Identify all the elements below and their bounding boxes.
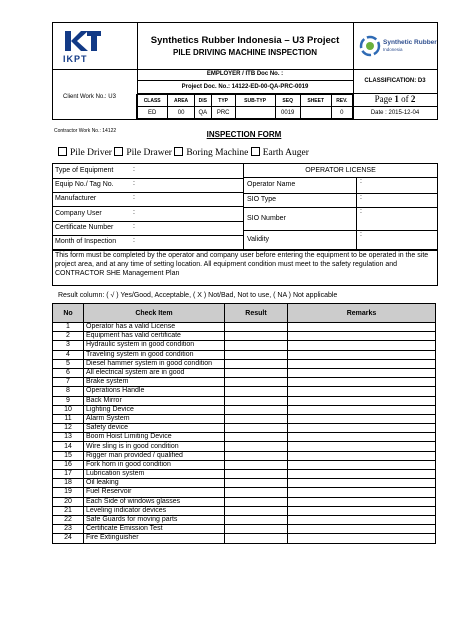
operator-license-field[interactable]: : — [360, 194, 362, 201]
checklist-item: Lighting Device — [84, 405, 225, 414]
ikpt-logo-icon — [63, 29, 103, 53]
operator-license-label: SIO Type — [247, 196, 277, 203]
logo-text: IKPT — [63, 54, 88, 64]
col-remarks-header: Remarks — [288, 304, 436, 323]
operator-license-row — [244, 207, 437, 231]
checklist-remarks-cell[interactable] — [288, 515, 436, 524]
checklist-row — [53, 396, 436, 405]
doc-code-value: 0 — [331, 107, 352, 119]
checklist-remarks-cell[interactable] — [288, 479, 436, 488]
checklist-item: Leveling indicator devices — [84, 506, 225, 515]
checklist-row — [53, 323, 436, 332]
checklist-row-number: 3 — [53, 341, 84, 350]
project-doc-no: Project Doc. No.: 14122-ED-00-QA-PRC-0019 — [137, 81, 353, 94]
document-date: Date : 2015-12-04 — [370, 110, 420, 116]
checklist-remarks-cell[interactable] — [288, 405, 436, 414]
checklist-result-cell[interactable] — [225, 405, 288, 414]
checklist-result-cell[interactable] — [225, 350, 288, 359]
doc-code-value: ED — [137, 107, 168, 119]
checklist-row-number: 17 — [53, 470, 84, 479]
checklist-result-cell[interactable] — [225, 497, 288, 506]
notice-text: This form must be completed by the operator and company user before entering the equipment to be operated in the site project area, and at any time of setting location. All equipment condition must meet to the safety regulation and CONTRACTOR SHE Management Plan — [52, 250, 438, 286]
checklist-row — [53, 332, 436, 341]
synthetic-rubber-logo-icon — [359, 35, 381, 57]
result-legend: Result column: ( √ ) Yes/Good, Acceptable, ( X ) Not/Bad, Not to use, ( NA ) Not applicable — [58, 292, 338, 299]
checklist-remarks-cell[interactable] — [288, 396, 436, 405]
form-title: PILE DRIVING MACHINE INSPECTION — [172, 48, 317, 57]
checklist-item: Fire Extinguisher — [84, 534, 225, 543]
equipment-info-label: Certificate Number — [55, 223, 114, 231]
checklist-remarks-cell[interactable] — [288, 470, 436, 479]
checklist-result-cell[interactable] — [225, 451, 288, 460]
checklist-row — [53, 515, 436, 524]
checklist-row — [53, 387, 436, 396]
equipment-info-row — [53, 221, 243, 236]
operator-license-heading: OPERATOR LICENSE — [244, 164, 437, 178]
checklist-result-cell[interactable] — [225, 332, 288, 341]
checklist-item: Fork horn in good condition — [84, 460, 225, 469]
checklist-remarks-cell[interactable] — [288, 359, 436, 368]
project-title-cell — [137, 23, 354, 70]
checklist-row-number: 11 — [53, 414, 84, 423]
checklist-remarks-cell[interactable] — [288, 350, 436, 359]
checklist-row — [53, 405, 436, 414]
checklist-row — [53, 470, 436, 479]
doc-code-header: REV. — [331, 95, 352, 107]
operator-license-label: Operator Name — [247, 181, 296, 188]
doc-code-value: PRC — [211, 107, 235, 119]
checklist-item: Rigger man provided / qualified — [84, 451, 225, 460]
checklist-result-cell[interactable] — [225, 534, 288, 543]
checklist-remarks-cell[interactable] — [288, 368, 436, 377]
checklist-item: All electrical system are in good — [84, 368, 225, 377]
doc-code-header: TYP — [211, 95, 235, 107]
checklist-result-cell[interactable] — [225, 479, 288, 488]
page-total: 2 — [410, 94, 416, 104]
classification-cell — [353, 69, 437, 119]
checklist-row-number: 23 — [53, 525, 84, 534]
checklist-row-number: 10 — [53, 405, 84, 414]
inspection-form-title: INSPECTION FORM — [206, 130, 282, 139]
checkbox-icon[interactable] — [58, 147, 67, 156]
checklist-item: Back Mirror — [84, 396, 225, 405]
right-logo-sub: Indonesia — [383, 47, 403, 52]
operator-license-field[interactable]: : — [360, 178, 362, 185]
checklist-row-number: 19 — [53, 488, 84, 497]
doc-code-header: SEQ — [275, 95, 300, 107]
equipment-info-row — [53, 164, 243, 179]
checkbox-icon[interactable] — [251, 147, 260, 156]
checklist-item: Oil leaking — [84, 479, 225, 488]
checklist-row — [53, 460, 436, 469]
checklist-item: Fuel Reservoir — [84, 488, 225, 497]
machine-option-earth-auger[interactable]: Earth Auger — [251, 148, 309, 158]
logo-cell — [53, 23, 138, 70]
employer-doc-no: EMPLOYER / ITB Doc No. : — [137, 69, 353, 81]
operator-license-label: SIO Number — [247, 214, 286, 222]
checklist-remarks-cell[interactable] — [288, 424, 436, 433]
doc-code-value: QA — [194, 107, 211, 119]
equipment-info-row — [53, 207, 243, 222]
equipment-info-row — [53, 178, 243, 193]
checklist-remarks-cell[interactable] — [288, 414, 436, 423]
checklist-remarks-cell[interactable] — [288, 378, 436, 387]
checklist-result-cell[interactable] — [225, 488, 288, 497]
equipment-info-label: Type of Equipment — [55, 167, 114, 175]
operator-license-row — [244, 193, 437, 208]
checklist-item: Boom Hoist Limiting Device — [84, 433, 225, 442]
col-no-header: No — [53, 304, 84, 323]
checklist-row — [53, 525, 436, 534]
equipment-info-label: Company User — [55, 209, 102, 217]
equipment-info-row — [53, 235, 243, 249]
checklist-result-cell[interactable] — [225, 525, 288, 534]
checklist-row — [53, 424, 436, 433]
checklist-result-cell[interactable] — [225, 460, 288, 469]
checklist-row-number: 20 — [53, 497, 84, 506]
checklist-result-cell[interactable] — [225, 424, 288, 433]
equipment-info-label: Month of Inspection — [55, 237, 117, 245]
checklist-remarks-cell[interactable] — [288, 525, 436, 534]
machine-type-options — [58, 147, 309, 158]
checklist-remarks-cell[interactable] — [288, 433, 436, 442]
checklist-row-number: 7 — [53, 378, 84, 387]
checklist-row-number: 6 — [53, 368, 84, 377]
checklist-item: Lubrication system — [84, 470, 225, 479]
checklist-result-cell[interactable] — [225, 506, 288, 515]
checklist-row — [53, 350, 436, 359]
checklist-remarks-cell[interactable] — [288, 506, 436, 515]
checklist-item: Traveling system in good condition — [84, 350, 225, 359]
machine-option-pile-drawer[interactable]: Pile Drawer — [114, 148, 172, 158]
checklist-row-number: 15 — [53, 451, 84, 460]
checklist-item: Wire sling is in good condition — [84, 442, 225, 451]
checklist-remarks-cell[interactable] — [288, 460, 436, 469]
checklist-remarks-cell[interactable] — [288, 488, 436, 497]
checklist-row-number: 9 — [53, 396, 84, 405]
checklist-result-cell[interactable] — [225, 368, 288, 377]
checklist-row-number: 22 — [53, 515, 84, 524]
checklist-result-cell[interactable] — [225, 414, 288, 423]
doc-code-table — [136, 94, 353, 119]
checklist-row-number: 12 — [53, 424, 84, 433]
checklist-row-number: 5 — [53, 359, 84, 368]
checklist-row — [53, 378, 436, 387]
checklist-remarks-cell[interactable] — [288, 341, 436, 350]
checklist-row-number: 4 — [53, 350, 84, 359]
page-indicator — [353, 94, 437, 107]
synthetic-rubber-logo-cell — [353, 23, 437, 70]
equipment-info-label: Manufacturer — [55, 195, 97, 203]
checklist-remarks-cell[interactable] — [288, 534, 436, 543]
checklist-row-number: 16 — [53, 460, 84, 469]
checklist-row — [53, 497, 436, 506]
operator-license-field[interactable]: : — [360, 231, 362, 238]
machine-option-boring-machine[interactable]: Boring Machine — [174, 148, 248, 158]
checklist-remarks-cell[interactable] — [288, 387, 436, 396]
checkbox-icon[interactable] — [114, 147, 123, 156]
checklist-item: Safe Guards for moving parts — [84, 515, 225, 524]
checklist-item: Certificate Emission Test — [84, 525, 225, 534]
page-label: Page — [374, 94, 393, 104]
doc-code-header: AREA — [168, 95, 194, 107]
doc-code-header: CLASS — [137, 95, 168, 107]
checklist-result-cell[interactable] — [225, 442, 288, 451]
checklist-item: Operator has a valid License — [84, 323, 225, 332]
right-logo-text: Synthetic Rubber — [383, 39, 437, 46]
client-work-no: Client Work No.: U3 — [63, 94, 116, 100]
page-num: 1 — [394, 94, 399, 104]
checklist-remarks-cell[interactable] — [288, 442, 436, 451]
checklist-row-number: 18 — [53, 479, 84, 488]
document-header — [52, 22, 438, 134]
operator-license-row — [244, 230, 437, 249]
equipment-info-grid — [52, 163, 438, 250]
checklist-row — [53, 414, 436, 423]
checklist-result-cell[interactable] — [225, 359, 288, 368]
equipment-info-field[interactable]: : — [133, 208, 135, 216]
checklist-row — [53, 479, 436, 488]
checklist-remarks-cell[interactable] — [288, 451, 436, 460]
checklist-row-number: 13 — [53, 433, 84, 442]
checklist-item: Equipment has valid certificate — [84, 332, 225, 341]
operator-license-label: Validity — [247, 235, 270, 243]
checklist-result-cell[interactable] — [225, 470, 288, 479]
page-of: of — [401, 94, 409, 104]
checklist-row-number: 24 — [53, 534, 84, 543]
checklist-row — [53, 368, 436, 377]
operator-license-field[interactable]: : — [360, 208, 362, 215]
checklist-remarks-cell[interactable] — [288, 497, 436, 506]
checklist-item: Operations Handle — [84, 387, 225, 396]
checklist-row — [53, 451, 436, 460]
checklist-row — [53, 433, 436, 442]
checklist-remarks-cell[interactable] — [288, 323, 436, 332]
checklist-result-cell[interactable] — [225, 387, 288, 396]
classification: CLASSIFICATION: D3 — [353, 69, 437, 94]
equipment-info-label: Equip No./ Tag No. — [55, 181, 114, 189]
doc-code-value — [300, 107, 331, 119]
equipment-info-field[interactable]: : — [133, 180, 135, 188]
checklist-row — [53, 359, 436, 368]
checklist-result-cell[interactable] — [225, 378, 288, 387]
checklist-table — [52, 303, 436, 544]
equipment-info-field[interactable]: : — [133, 222, 135, 230]
checklist-item: Safety device — [84, 424, 225, 433]
checklist-item: Each Side of windows glasses — [84, 497, 225, 506]
doc-number-cell — [137, 69, 354, 119]
checklist-row — [53, 488, 436, 497]
checklist-row — [53, 534, 436, 543]
operator-license-row — [244, 177, 437, 194]
doc-code-value: 00 — [168, 107, 194, 119]
doc-code-header: SHEET — [300, 95, 331, 107]
doc-code-value: 0019 — [275, 107, 300, 119]
equipment-info-field[interactable]: : — [133, 236, 135, 244]
col-result-header: Result — [225, 304, 288, 323]
checklist-row-number: 21 — [53, 506, 84, 515]
machine-option-pile-driver[interactable]: Pile Driver — [58, 148, 112, 158]
equipment-info-row — [53, 192, 243, 207]
checklist-row — [53, 341, 436, 350]
equipment-info-field[interactable]: : — [133, 194, 135, 202]
checklist-item: Hydraulic system in good condition — [84, 341, 225, 350]
checklist-result-cell[interactable] — [225, 433, 288, 442]
project-title: Synthetics Rubber Indonesia – U3 Project — [150, 35, 340, 46]
checklist-row-number: 1 — [53, 323, 84, 332]
checklist-row-number: 8 — [53, 387, 84, 396]
checklist-row-number: 14 — [53, 442, 84, 451]
col-check-item-header: Check Item — [84, 304, 225, 323]
doc-code-header: DIS — [194, 95, 211, 107]
checklist-item: Diesel hammer system in good condition — [84, 359, 225, 368]
checklist-row-number: 2 — [53, 332, 84, 341]
checklist-result-cell[interactable] — [225, 396, 288, 405]
checkbox-icon[interactable] — [174, 147, 183, 156]
equipment-info-field[interactable]: : — [133, 166, 135, 174]
checklist-remarks-cell[interactable] — [288, 332, 436, 341]
work-numbers-cell — [53, 69, 138, 134]
checklist-item: Alarm System — [84, 414, 225, 423]
checklist-result-cell[interactable] — [225, 515, 288, 524]
doc-code-header: SUB-TYP — [235, 95, 275, 107]
checklist-result-cell[interactable] — [225, 341, 288, 350]
checklist-row — [53, 506, 436, 515]
checklist-row — [53, 442, 436, 451]
doc-code-value — [235, 107, 275, 119]
checklist-result-cell[interactable] — [225, 323, 288, 332]
contractor-work-no: Contractor Work No.: 14122 — [54, 128, 117, 134]
checklist-item: Brake system — [84, 378, 225, 387]
